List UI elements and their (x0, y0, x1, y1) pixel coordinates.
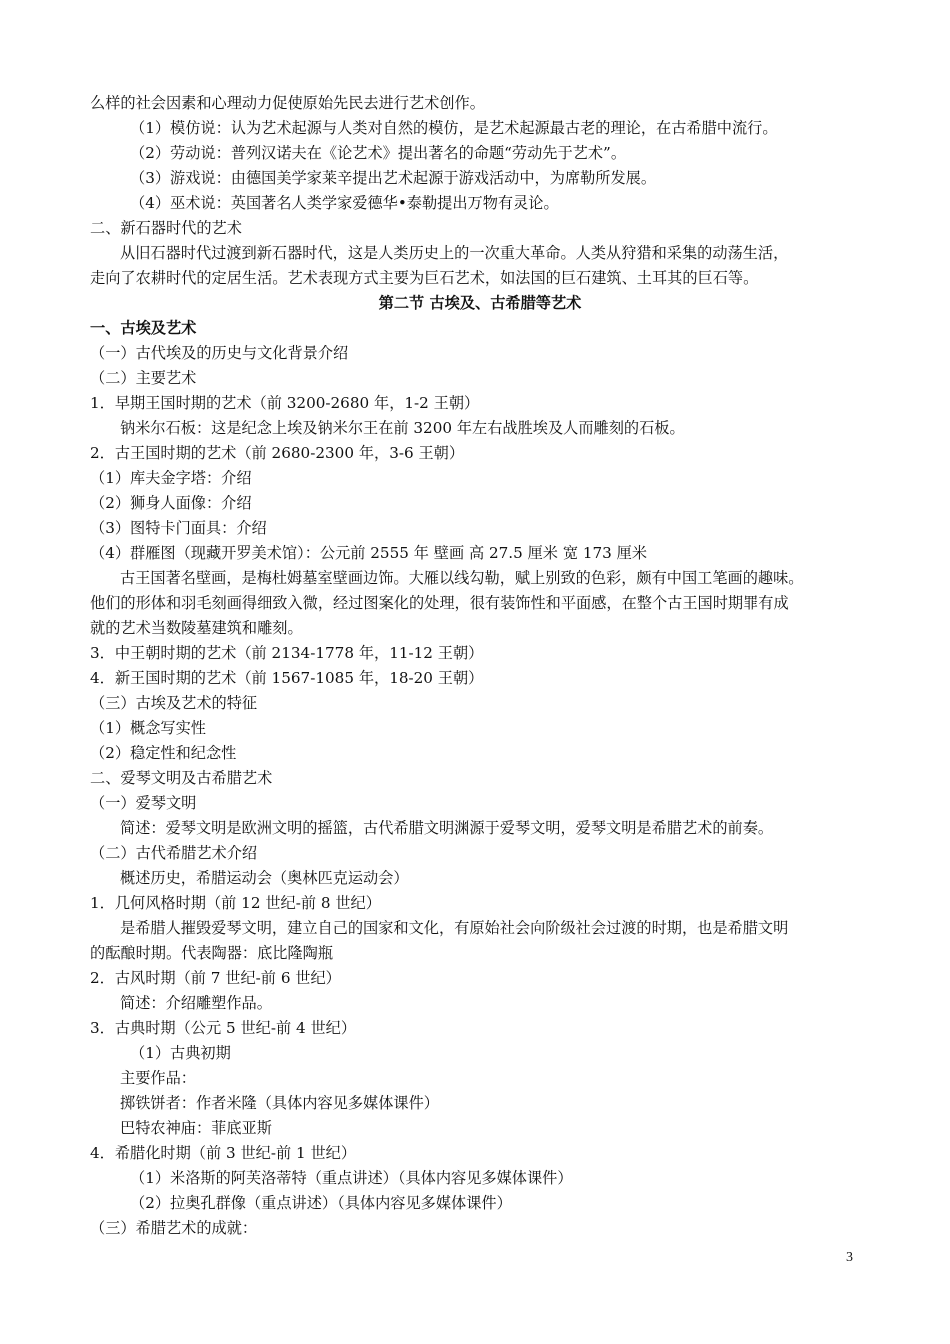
section-heading: 一、古埃及艺术 (90, 319, 197, 337)
list-item: （2）狮身人面像：介绍 (90, 494, 252, 512)
list-item: 2．古风时期（前 7 世纪-前 6 世纪） (90, 969, 341, 987)
paragraph-line: 主要作品： (120, 1069, 196, 1087)
list-item: 2．古王国时期的艺术（前 2680-2300 年，3-6 王朝） (90, 444, 465, 462)
subsection-heading: （三）古埃及艺术的特征 (90, 694, 258, 712)
paragraph-line: 简述：介绍雕塑作品。 (120, 994, 272, 1012)
list-item: 3．古典时期（公元 5 世纪-前 4 世纪） (90, 1019, 357, 1037)
subsection-heading: （三）希腊艺术的成就： (90, 1219, 258, 1237)
text-line: 么样的社会因素和心理动力促使原始先民去进行艺术创作。 (90, 94, 485, 112)
list-item: （3）图特卡门面具：介绍 (90, 519, 267, 537)
text-line: （1）模仿说：认为艺术起源与人类对自然的模仿，是艺术起源最古老的理论，在古希腊中流行。 (130, 119, 778, 137)
list-item: 4．希腊化时期（前 3 世纪-前 1 世纪） (90, 1144, 357, 1162)
section-heading: 二、新石器时代的艺术 (90, 219, 242, 237)
subsection-heading: （一）古代埃及的历史与文化背景介绍 (90, 344, 349, 362)
paragraph-line: 简述：爱琴文明是欧洲文明的摇篮，古代希腊文明渊源于爱琴文明，爱琴文明是希腊艺术的前奏。 (120, 819, 774, 837)
subsection-heading: （一）爱琴文明 (90, 794, 197, 812)
section-heading: 二、爱琴文明及古希腊艺术 (90, 769, 273, 787)
text-line: （2）劳动说：普列汉诺夫在《论艺术》提出著名的命题“劳动先于艺术”。 (130, 144, 627, 162)
paragraph-line: 钠米尔石板：这是纪念上埃及钠米尔王在前 3200 年左右战胜埃及人而雕刻的石板。 (120, 419, 685, 437)
list-item: 4．新王国时期的艺术（前 1567-1085 年，18-20 王朝） (90, 669, 484, 687)
paragraph-line: 从旧石器时代过渡到新石器时代，这是人类历史上的一次重大革命。人类从狩猎和采集的动荡生活， (120, 244, 789, 262)
document-body (90, 91, 870, 1241)
list-item: （2）稳定性和纪念性 (90, 744, 237, 762)
list-item: 1．早期王国时期的艺术（前 3200-2680 年，1-2 王朝） (90, 394, 480, 412)
list-item: （2）拉奥孔群像（重点讲述）（具体内容见多媒体课件） (130, 1194, 512, 1212)
list-item: （4）群雁图（现藏开罗美术馆）：公元前 2555 年 壁画 高 27.5 厘米 宽 173 厘米 (90, 544, 648, 562)
paragraph-line: 古王国著名壁画，是梅杜姆墓室壁画边饰。大雁以线勾勒，赋上别致的色彩，颇有中国工笔画的趣味。 (120, 569, 804, 587)
page-number: 3 (846, 1250, 853, 1265)
list-item: 1．几何风格时期（前 12 世纪-前 8 世纪） (90, 894, 381, 912)
paragraph-line: 概述历史，希腊运动会（奥林匹克运动会） (120, 869, 409, 887)
paragraph-line: 的酝酿时期。代表陶器：底比隆陶瓶 (90, 944, 333, 962)
paragraph-line: 巴特农神庙：菲底亚斯 (120, 1119, 272, 1137)
text-line: （3）游戏说：由德国美学家莱辛提出艺术起源于游戏活动中，为席勒所发展。 (130, 169, 657, 187)
paragraph-line: 就的艺术当数陵墓建筑和雕刻。 (90, 619, 303, 637)
text-line: （4）巫术说：英国著名人类学家爱德华•泰勒提出万物有灵论。 (130, 194, 559, 212)
paragraph-line: 是希腊人摧毁爱琴文明，建立自己的国家和文化，有原始社会向阶级社会过渡的时期，也是希腊文明 (120, 919, 789, 937)
list-item: 3．中王朝时期的艺术（前 2134-1778 年，11-12 王朝） (90, 644, 484, 662)
list-item: （1）米洛斯的阿芙洛蒂特（重点讲述）（具体内容见多媒体课件） (130, 1169, 573, 1187)
list-item: （1）概念写实性 (90, 719, 206, 737)
list-item: （1）古典初期 (130, 1044, 231, 1062)
subsection-heading: （二）主要艺术 (90, 369, 197, 387)
paragraph-line: 他们的形体和羽毛刻画得细致入微，经过图案化的处理，很有装饰性和平面感，在整个古王国时期罪有成 (90, 594, 789, 612)
chapter-heading: 第二节 古埃及、古希腊等艺术 (378, 294, 582, 312)
paragraph-line: 走向了农耕时代的定居生活。艺术表现方式主要为巨石艺术，如法国的巨石建筑、土耳其的巨石等。 (90, 269, 759, 287)
list-item: （1）库夫金字塔：介绍 (90, 469, 252, 487)
subsection-heading: （二）古代希腊艺术介绍 (90, 844, 258, 862)
paragraph-line: 掷铁饼者：作者米隆（具体内容见多媒体课件） (120, 1094, 439, 1112)
